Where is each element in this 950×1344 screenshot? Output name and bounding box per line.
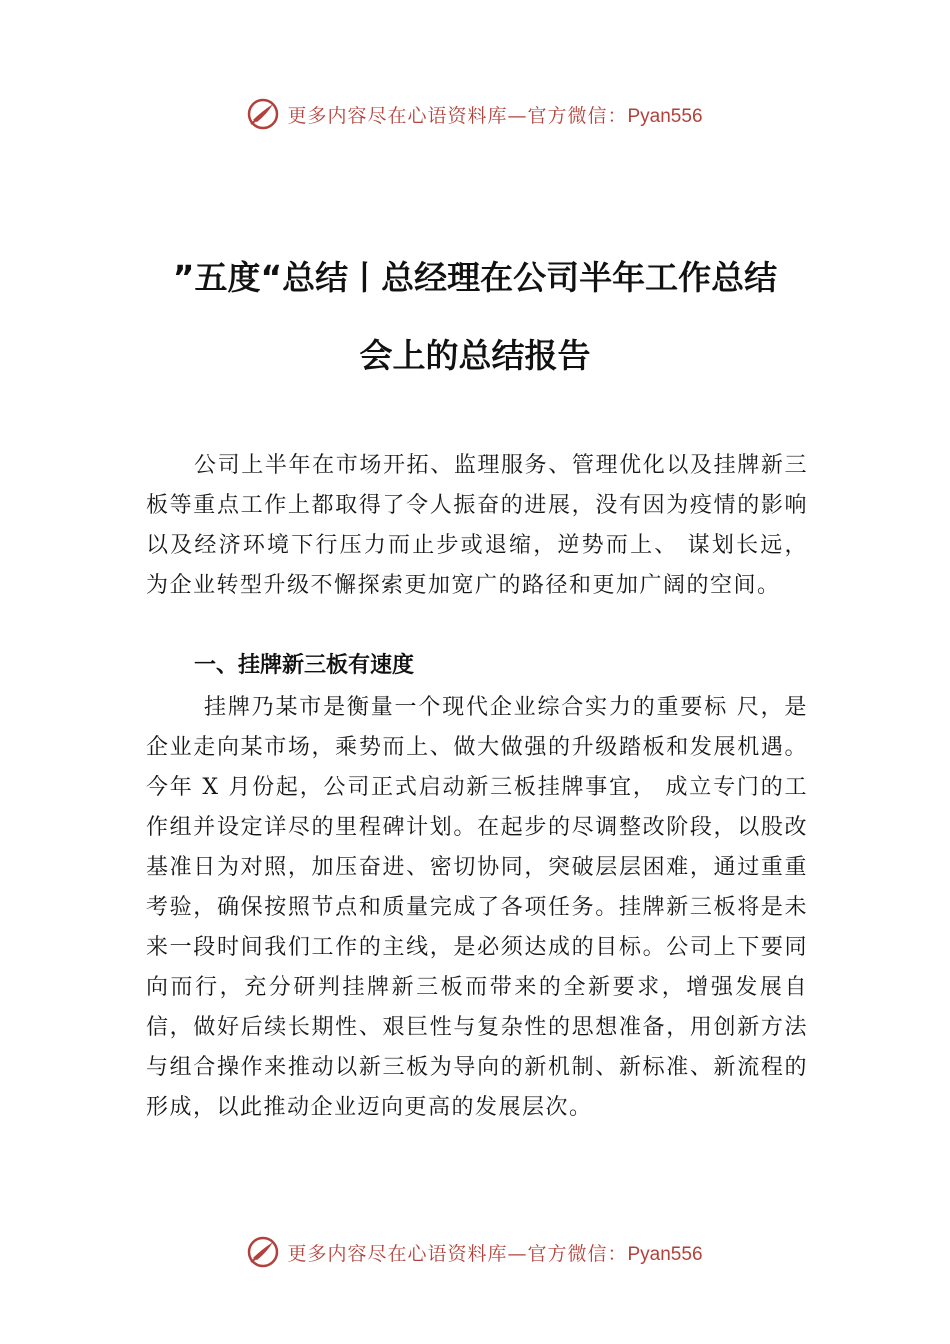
intro-paragraph: 公司上半年在市场开拓、监理服务、管理优化以及挂牌新三板等重点工作上都取得了令人振奋的进展，没有因为疫情的影响以及经济环境下行压力而止步或退缩，逆势而上、 谋划长远，为企业转型升级不懈探索更加宽广的路径和更加广阔的空间。 (146, 453, 808, 598)
banner-text: 更多内容尽在心语资料库—官方微信：Pyan556 (287, 1242, 703, 1265)
quill-pen-logo-icon (247, 1236, 279, 1268)
footer-banner (0, 1232, 950, 1272)
banner-text: 更多内容尽在心语资料库—官方微信：Pyan556 (287, 104, 703, 127)
section-heading: 一、挂牌新三板有速度 (194, 653, 415, 678)
document-title-line-1: ”五度“总结丨总经理在公司半年工作总结 (172, 258, 778, 297)
wechat-id: Pyan556 (627, 105, 703, 127)
section-body-paragraph: 挂牌乃某市是衡量一个现代企业综合实力的重要标 尺，是企业走向某市场，乘势而上、做大做强的升级踏板和发展机遇。今年 X 月份起，公司正式启动新三板挂牌事宜， 成立专门的工作组并设定详尽的里程碑计划。在起步的尽调整改阶段，以股改基准日为对照，加压奋进、密切协同，突破层层困难，通过重重考验，确保按照节点和质量完成了各项任务。挂牌新三板将是未来一段时间我们工作的主线，是必须达成的目标。公司上下要同向而行，充分研判挂牌新三板而带来的全新要求，增强发展自信，做好后续长期性、艰巨性与复杂性的思想准备，用创新方法与组合操作来推动以新三板为导向的新机制、新标准、新流程的形成，以此推动企业迈向更高的发展层次。 (146, 695, 808, 1120)
document-title-line-2: 会上的总结报告 (359, 336, 591, 375)
quill-pen-logo-icon (247, 98, 279, 130)
wechat-id: Pyan556 (627, 1243, 703, 1265)
header-banner (0, 94, 950, 134)
